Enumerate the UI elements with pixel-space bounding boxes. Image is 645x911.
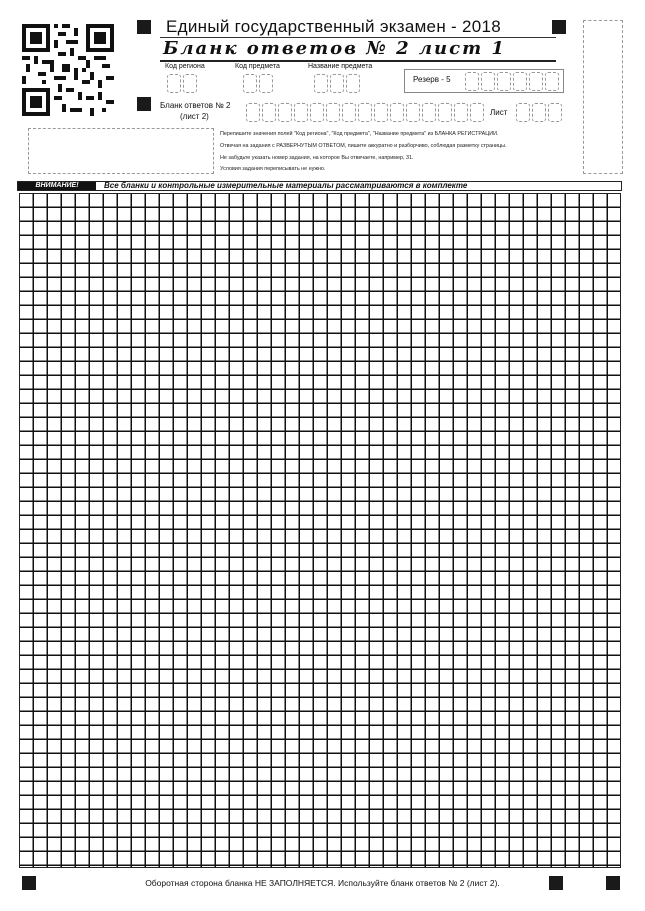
answer-sheet-ref-cell[interactable] [470,103,484,122]
answer-sheet-ref-cell[interactable] [310,103,324,122]
corner-marker-mid-left [137,97,151,111]
answer-sheet-ref-cell[interactable] [278,103,292,122]
reserve-cell[interactable] [497,72,511,91]
instruction-line: Отвечая на задания с РАЗВЕРНУТЫМ ОТВЕТОМ, пишите аккуратно и разборчиво, соблюдая разметку страницы. [220,143,507,149]
reserve-label: Резерв - 5 [413,75,451,84]
sheet-label: Лист [490,108,508,117]
warning-text: Все бланки и контрольные измерительные материалы рассматриваются в комплекте [104,181,468,190]
region-code-label: Код региона [165,63,205,70]
answer-sheet-ref-cell[interactable] [342,103,356,122]
title-rule-thick [160,60,556,62]
sheet-number-cell[interactable] [516,103,530,122]
sheet-number-cell[interactable] [548,103,562,122]
answer-sheet-ref-cell[interactable] [358,103,372,122]
exam-title: Единый государственный экзамен - 2018 [166,17,502,36]
subject-code-cell[interactable] [259,74,273,93]
reserve-cell[interactable] [545,72,559,91]
corner-marker-top-right [552,20,566,34]
region-code-cell[interactable] [167,74,181,93]
reserve-cell[interactable] [529,72,543,91]
answer-sheet-ref-cell[interactable] [374,103,388,122]
warning-bar [17,181,622,191]
answer-sheet-ref-cell[interactable] [246,103,260,122]
corner-marker-top-left [137,20,151,34]
answer-sheet-ref-cell[interactable] [438,103,452,122]
warning-tag: ВНИМАНИЕ! [18,182,96,190]
qr-code [22,24,114,116]
subject-code-label: Код предмета [235,63,280,70]
subject-name-label: Название предмета [308,63,373,70]
subject-name-cell[interactable] [346,74,360,93]
footer-note: Оборотная сторона бланка НЕ ЗАПОЛНЯЕТСЯ. Используйте бланк ответов № 2 (лист 2). [145,878,500,888]
form-title: Бланк ответов № 2 лист 1 [163,38,506,59]
sheet-number-cell[interactable] [532,103,546,122]
reserve-cell[interactable] [481,72,495,91]
answer-sheet-ref-label-2: (лист 2) [180,112,209,121]
left-instruction-box [28,128,214,174]
answer-grid[interactable] [19,193,621,868]
instruction-line: Не забудьте указать номер задания, на которое Вы отвечаете, например, 31. [220,155,414,161]
answer-sheet-ref-cell[interactable] [390,103,404,122]
subject-code-cell[interactable] [243,74,257,93]
answer-sheet-ref-cell[interactable] [294,103,308,122]
right-margin-box [583,20,623,174]
answer-sheet-ref-cell[interactable] [406,103,420,122]
answer-sheet-ref-cell[interactable] [326,103,340,122]
subject-name-cell[interactable] [330,74,344,93]
reserve-cell[interactable] [465,72,479,91]
answer-sheet-ref-cell[interactable] [262,103,276,122]
answer-sheet-ref-cell[interactable] [454,103,468,122]
reserve-cell[interactable] [513,72,527,91]
instruction-line: Перепишите значения полей "Код региона", "Код предмета", "Название предмета" из БЛАНКА РЕГИСТРАЦИИ. [220,131,499,137]
subject-name-cell[interactable] [314,74,328,93]
answer-sheet-ref-label-1: Бланк ответов № 2 [160,101,231,110]
instruction-line: Условия задания переписывать не нужно. [220,166,326,172]
region-code-cell[interactable] [183,74,197,93]
answer-sheet-ref-cell[interactable] [422,103,436,122]
